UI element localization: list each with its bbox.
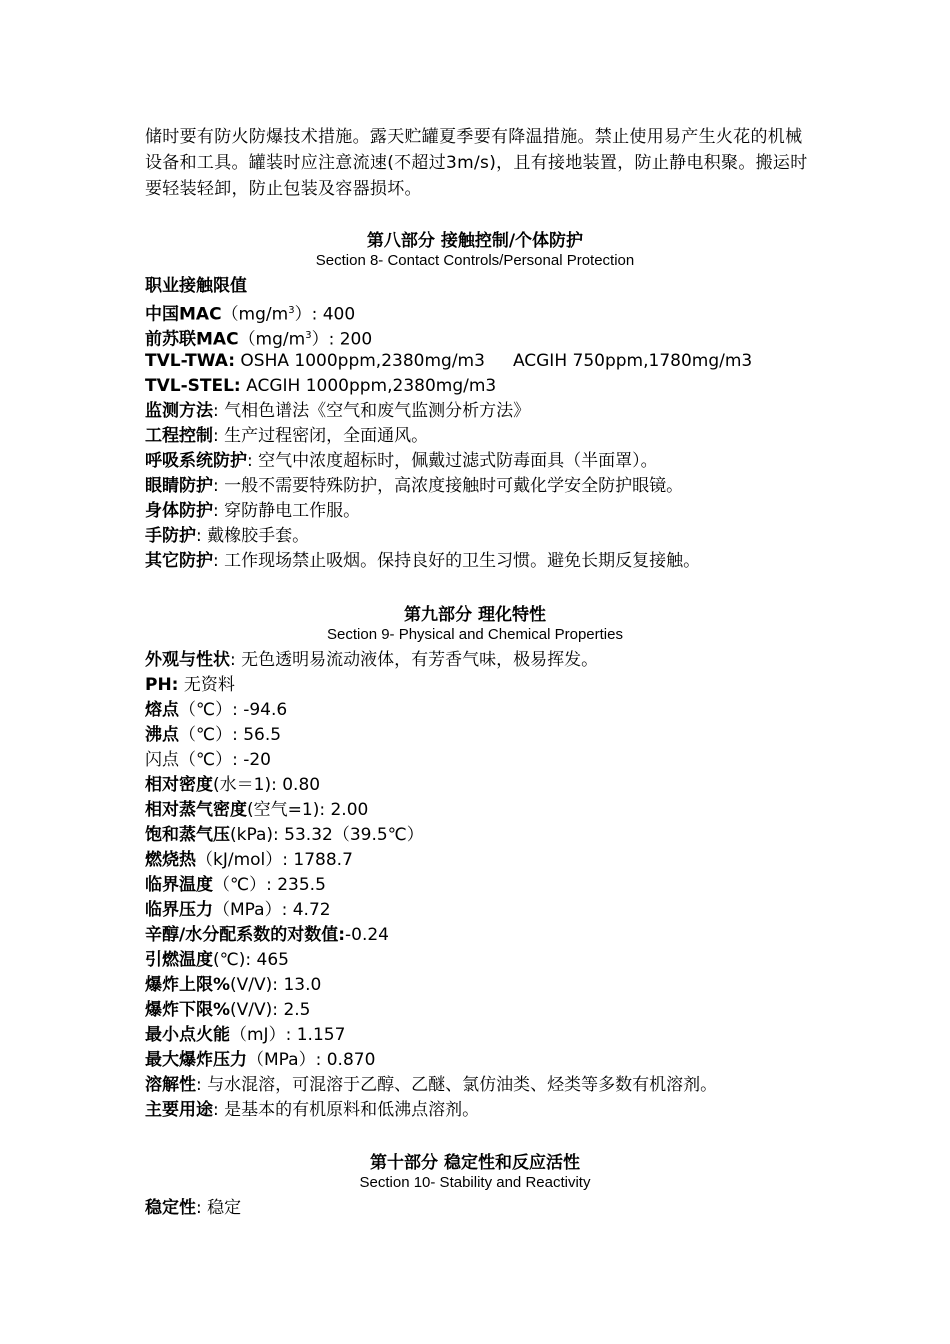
main-use-row: 主要用途: 是基本的有机原料和低沸点溶剂。 xyxy=(145,1100,480,1120)
critical-pressure-row: 临界压力（MPa）: 4.72 xyxy=(145,900,331,920)
tvl-twa-osha: OSHA 1000ppm,2380mg/m3 xyxy=(240,351,485,371)
rel-vapor-density-row: 相对蒸气密度(空气=1): 2.00 xyxy=(145,800,369,820)
body-row: 身体防护: 穿防静电工作服。 xyxy=(145,501,361,521)
mac-china-label: 中国MAC xyxy=(145,304,222,325)
mac-china-row: 中国$MAC(mg/m^3)$: 400 xyxy=(145,304,356,325)
mac-ussr-value: 200 xyxy=(339,329,373,350)
section-8-title-en: Section 8- Contact Controls/Personal Protection xyxy=(315,252,635,269)
exposure-limits-heading: 职业接触限值 xyxy=(145,276,247,296)
respiratory-row: 呼吸系统防护: 空气中浓度超标时，佩戴过滤式防毒面具（半面罩）。 xyxy=(145,451,658,471)
boiling-row: 沸点（℃）: 56.5 xyxy=(145,725,282,745)
section-10-title-cn: 第十部分 稳定性和反应活性 xyxy=(370,1153,580,1173)
min-ignition-energy-row: 最小点火能（mJ）: 1.157 xyxy=(145,1025,346,1045)
ignition-temp-row: 引燃温度(℃): 465 xyxy=(145,950,289,970)
mac-ussr-row: 前苏联$MAC(mg/m^3)$: 200 xyxy=(145,329,373,350)
mac-china-value: 400 xyxy=(322,304,356,325)
combustion-heat-row: 燃烧热（kJ/mol）: 1788.7 xyxy=(145,850,353,870)
monitoring-row: 监测方法: 气相色谱法《空气和废气监测分析方法》 xyxy=(145,401,531,421)
solubility-row: 溶解性: 与水混溶，可混溶于乙醇、乙醚、氯仿油类、烃类等多数有机溶剂。 xyxy=(145,1075,718,1095)
stability-row: 稳定性: 稳定 xyxy=(145,1198,242,1218)
hand-row: 手防护: 戴橡胶手套。 xyxy=(145,526,310,546)
tvl-twa-label: TVL-TWA: xyxy=(145,351,235,371)
upper-limit-row: 爆炸上限%(V/V): 13.0 xyxy=(145,975,322,995)
tvl-stel-row xyxy=(145,376,496,396)
appearance-row: 外观与性状: 无色透明易流动液体，有芳香气味，极易挥发。 xyxy=(145,650,599,670)
section-9-title-cn: 第九部分 理化特性 xyxy=(404,605,546,625)
log-kow-row: 辛醇/水分配系数的对数值:-0.24 xyxy=(145,925,390,945)
section-9-title-en: Section 9- Physical and Chemical Properties xyxy=(327,626,623,643)
storage-paragraph: 储时要有防火防爆技术措施。露天贮罐夏季要有降温措施。禁止使用易产生火花的机械设备和工具。罐装时应注意流速(不超过3m/s)，且有接地装置，防止静电积聚。搬运时要轻装轻卸，防止包装及容器损坏。 xyxy=(145,127,808,199)
section-10-title-en: Section 10- Stability and Reactivity xyxy=(359,1174,591,1191)
tvl-twa-row xyxy=(145,351,752,371)
lower-limit-row: 爆炸下限%(V/V): 2.5 xyxy=(145,1000,311,1020)
engineering-row: 工程控制: 生产过程密闭，全面通风。 xyxy=(145,426,429,446)
ph-row: PH: 无资料 xyxy=(145,675,235,695)
mac-ussr-label: 前苏联MAC xyxy=(145,329,239,350)
critical-temp-row: 临界温度（℃）: 235.5 xyxy=(145,875,326,895)
rel-density-row: 相对密度(水＝1): 0.80 xyxy=(145,775,321,795)
tvl-twa-acgih: ACGIH 750ppm,1780mg/m3 xyxy=(512,351,753,371)
max-explosion-pressure-row: 最大爆炸压力（MPa）: 0.870 xyxy=(145,1050,376,1070)
tvl-stel-label: TVL-STEL: xyxy=(145,376,241,396)
vapor-pressure-row: 饱和蒸气压(kPa): 53.32（39.5℃） xyxy=(145,825,424,845)
tvl-stel-value: ACGIH 1000ppm,2380mg/m3 xyxy=(246,376,497,396)
other-row: 其它防护: 工作现场禁止吸烟。保持良好的卫生习惯。避免长期反复接触。 xyxy=(145,551,701,571)
melting-row: 熔点（℃）: -94.6 xyxy=(145,700,288,720)
section-8-title-cn: 第八部分 接触控制/个体防护 xyxy=(366,231,584,251)
eye-row: 眼睛防护: 一般不需要特殊防护，高浓度接触时可戴化学安全防护眼镜。 xyxy=(145,476,684,496)
flash-row: 闪点（℃）: -20 xyxy=(145,750,272,770)
